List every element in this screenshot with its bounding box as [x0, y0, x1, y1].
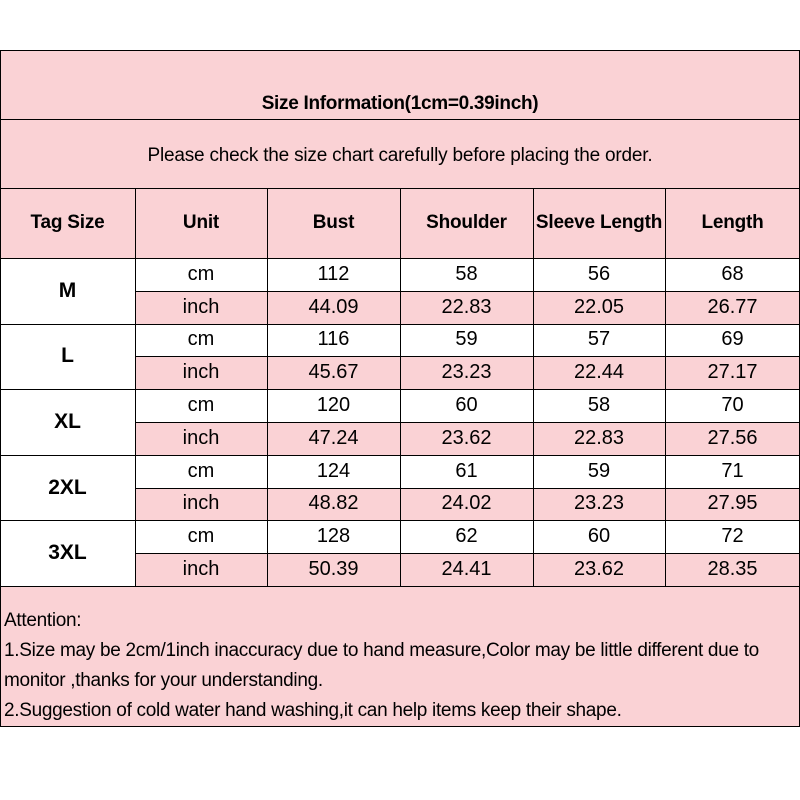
- measure-cell: 69: [721, 328, 744, 351]
- measure-cell: 23.62: [441, 426, 492, 449]
- measure-cell: 28.35: [707, 558, 758, 581]
- measure-cell: 26.77: [707, 295, 758, 318]
- measure-cell: 27.56: [707, 426, 758, 449]
- measure-cell: 62: [455, 525, 478, 548]
- measure-cell: 61: [455, 459, 478, 482]
- measure-cell: 56: [587, 262, 611, 285]
- column-header: Tag Size: [30, 212, 105, 233]
- measure-cell: 27.95: [707, 492, 758, 515]
- measure-cell: 22.83: [573, 426, 625, 449]
- chart-subtitle: Please check the size chart carefully before placing the order.: [147, 145, 653, 166]
- measure-cell: 68: [721, 262, 744, 285]
- tag-size-cell: 2XL: [48, 475, 87, 499]
- measure-cell: 70: [721, 394, 744, 417]
- column-header: Sleeve Length: [535, 212, 663, 233]
- column-header: Length: [701, 212, 764, 233]
- measure-cell: 128: [316, 525, 351, 548]
- measure-cell: 22.44: [573, 361, 625, 384]
- grid-line: [0, 726, 800, 727]
- measure-cell: 59: [455, 328, 478, 351]
- tag-size-cell: L: [61, 344, 74, 368]
- measure-cell: 24.41: [441, 558, 492, 581]
- chart-title: Size Information(1cm=0.39inch): [261, 93, 539, 114]
- measure-cell: 23.23: [441, 361, 492, 384]
- measure-cell: 57: [587, 328, 611, 351]
- measure-cell: 24.02: [441, 492, 492, 515]
- measure-cell: 44.09: [308, 295, 359, 318]
- unit-cell: inch: [182, 426, 220, 449]
- column-header: Bust: [312, 212, 355, 233]
- unit-cell: inch: [182, 558, 220, 581]
- unit-cell: cm: [187, 525, 215, 548]
- unit-cell: cm: [187, 328, 215, 351]
- attention-line-2: 2.Suggestion of cold water hand washing,it can help items keep their shape.: [4, 700, 622, 721]
- measure-cell: 45.67: [308, 361, 359, 384]
- measure-cell: 72: [721, 525, 744, 548]
- unit-cell: cm: [187, 459, 215, 482]
- unit-cell: inch: [182, 361, 220, 384]
- measure-cell: 116: [317, 328, 350, 351]
- measure-cell: 71: [721, 459, 744, 482]
- unit-cell: inch: [182, 492, 220, 515]
- measure-cell: 23.23: [573, 492, 625, 515]
- attention-heading: Attention:: [4, 610, 82, 631]
- measure-cell: 27.17: [707, 361, 758, 384]
- tag-size-cell: XL: [54, 409, 81, 433]
- measure-cell: 23.62: [573, 558, 625, 581]
- tag-size-cell: 3XL: [48, 541, 87, 565]
- unit-cell: cm: [187, 262, 215, 285]
- measure-cell: 58: [455, 262, 478, 285]
- measure-cell: 120: [316, 394, 351, 417]
- attention-line-1a: 1.Size may be 2cm/1inch inaccuracy due to hand measure,Color may be little different due to: [4, 640, 759, 661]
- measure-cell: 50.39: [308, 558, 359, 581]
- measure-cell: 124: [316, 459, 351, 482]
- grid-line: [0, 50, 800, 51]
- measure-cell: 112: [317, 262, 350, 285]
- measure-cell: 60: [587, 525, 611, 548]
- measure-cell: 60: [455, 394, 478, 417]
- measure-cell: 22.83: [441, 295, 492, 318]
- unit-cell: cm: [187, 394, 215, 417]
- attention-line-1b: monitor ,thanks for your understanding.: [4, 670, 323, 691]
- grid-line: [0, 119, 800, 120]
- attention-notes: [4, 606, 794, 726]
- measure-cell: 22.05: [573, 295, 625, 318]
- measure-cell: 48.82: [308, 492, 359, 515]
- measure-cell: 58: [587, 394, 611, 417]
- column-header: Unit: [182, 212, 220, 233]
- grid-line: [0, 586, 800, 587]
- tag-size-cell: M: [58, 278, 77, 302]
- measure-cell: 47.24: [308, 426, 359, 449]
- measure-cell: 59: [587, 459, 611, 482]
- column-header: Shoulder: [426, 212, 507, 233]
- unit-cell: inch: [182, 295, 220, 318]
